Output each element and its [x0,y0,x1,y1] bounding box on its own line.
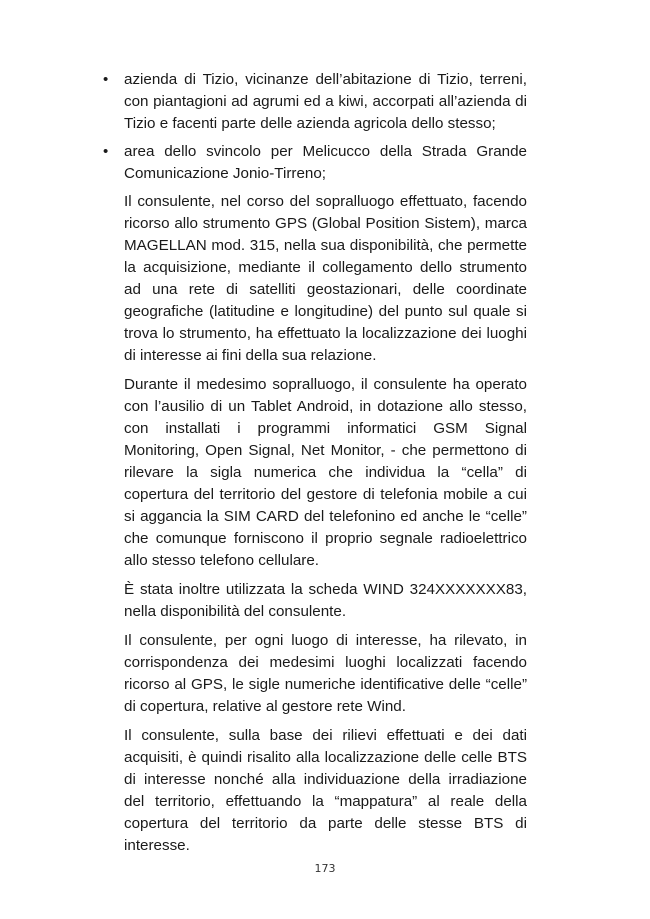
page-body [124,69,527,864]
paragraph-gps: Il consulente, nel corso del sopralluogo effettuato, facendo ricorso allo strumento GPS (Global Position Sistem), marca MAGELLAN mod. 315, nella sua disponibilità, che permette la acquisizione, mediante il collegamento dello strumento ad una rete di satelliti geostazionari, delle coordinate geografiche (latitudine e longitudine) del punto sul quale si trova lo strumento, ha effettuato la localizzazione dei luoghi di interesse ai fini della sua relazione. [124,193,527,364]
paragraph-sigle-celle: Il consulente, per ogni luogo di interesse, ha rilevato, in corrispondenza dei medesimi luoghi localizzati facendo ricorso al GPS, le sigle numeriche identificative delle “celle” di copertura, relative al gestore rete Wind. [124,632,527,715]
paragraph-mappatura: Il consulente, sulla base dei rilievi effettuati e dei dati acquisiti, è quindi risalito alla localizzazione delle celle BTS di interesse nonché alla individuazione della irradiazione del territorio, effettuando la “mappatura” al reale della copertura del territorio da parte delle stesse BTS di interesse. [124,727,527,854]
paragraph-scheda-wind: È stata inoltre utilizzata la scheda WIND 324XXXXXXX83, nella disponibilità del consulente. [124,581,527,620]
bullet-item-azienda: • azienda di Tizio, vicinanze dell’abitazione di Tizio, terreni, con piantagioni ad agrumi ed a kiwi, accorpati all’azienda di Tizio e facenti parte delle azienda agricola dello stesso; [124,69,527,135]
bullet-list [124,69,527,185]
paragraph-tablet: Durante il medesimo sopralluogo, il consulente ha operato con l’ausilio di un Tablet Android, in dotazione allo stesso, con installati i programmi informatici GSM Signal Monitoring, Open Signal, Net Monitor, - che permettono di rilevare la sigla numerica che individua la “cella” di copertura del territorio del gestore di telefonia mobile a cui si aggancia la SIM CARD del telefonino ed anche le “celle” che comunque forniscono il proprio segnale radioelettrico allo stesso telefono cellulare. [124,376,527,569]
bullet-item-svincolo: • area dello svincolo per Melicucco della Strada Grande Comunicazione Jonio-Tirreno; [124,141,527,185]
page-number: 173 [314,862,336,875]
